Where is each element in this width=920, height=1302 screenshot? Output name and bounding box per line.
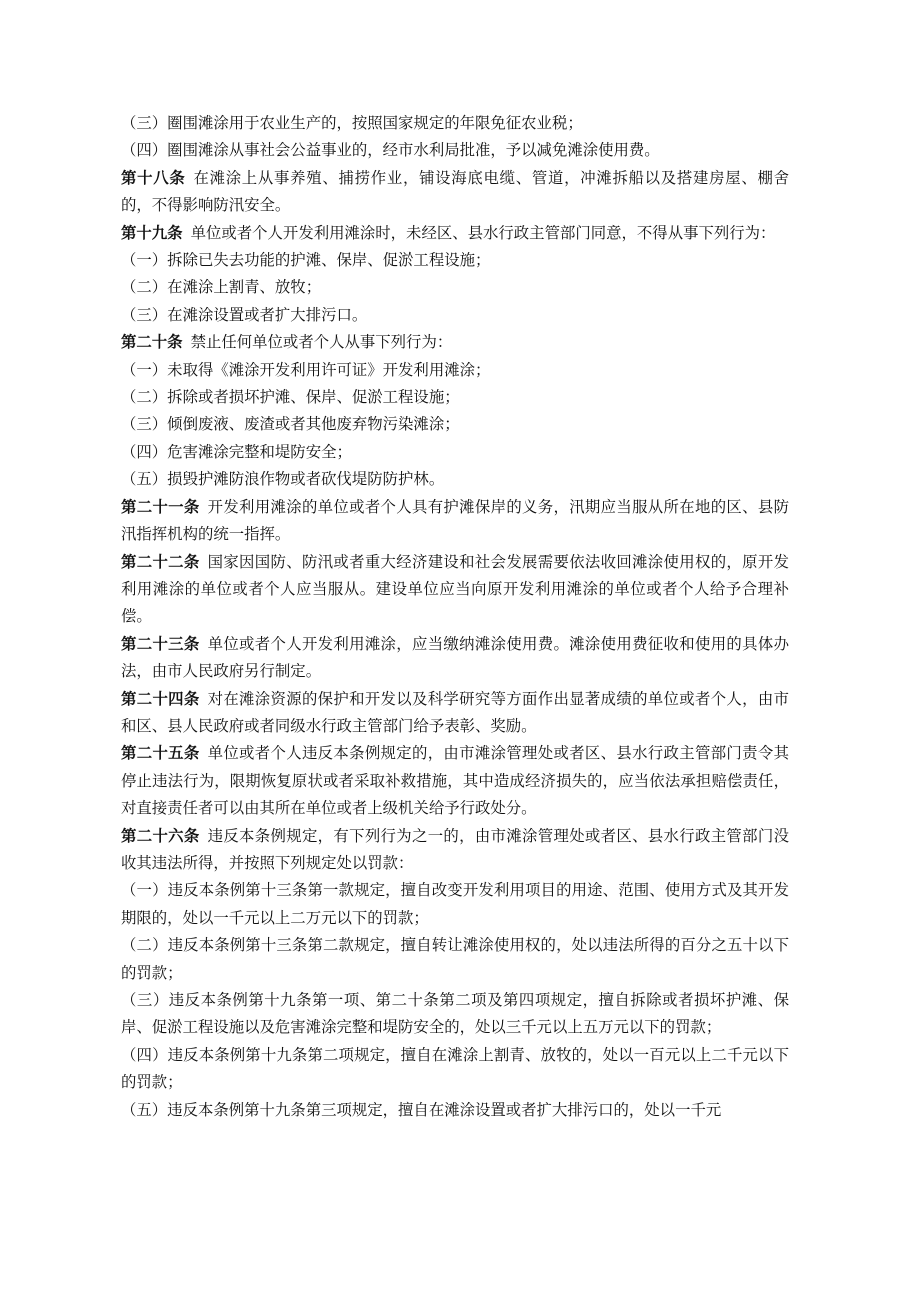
paragraph-text: （二）拆除或者损坏护滩、保岸、促淤工程设施； xyxy=(121,388,460,407)
paragraph-text: （一）未取得《滩涂开发利用许可证》开发利用滩涂； xyxy=(121,360,491,379)
paragraph xyxy=(121,466,789,493)
article-number: 第二十三条 xyxy=(121,634,200,653)
paragraph-text: （三）圈围滩涂用于农业生产的，按照国家规定的年限免征农业税； xyxy=(121,114,583,132)
paragraph-text: 国家因国防、防汛或者重大经济建设和社会发展需要依法收回滩涂使用权的，原开发利用滩涂的单位或者个人应当服从。建设单位应当向原开发利用滩涂的单位或者个人给予合理补偿。 xyxy=(121,552,789,626)
paragraph xyxy=(121,549,789,631)
paragraph xyxy=(121,494,789,549)
paragraph-text: （三）在滩涂设置或者扩大排污口。 xyxy=(121,305,368,324)
article-number: 第二十条 xyxy=(121,333,183,352)
article-number: 第十八条 xyxy=(121,168,186,187)
paragraph xyxy=(121,274,789,301)
paragraph-text: 单位或者个人开发利用滩涂，应当缴纳滩涂使用费。滩涂使用费征收和使用的具体办法，由市人民政府另行制定。 xyxy=(121,634,789,681)
paragraph xyxy=(121,220,789,247)
paragraph xyxy=(121,247,789,274)
paragraph xyxy=(121,384,789,411)
paragraph xyxy=(121,631,789,686)
paragraph-text: （三）违反本条例第十九条第一项、第二十条第二项及第四项规定，擅自拆除或者损坏护滩、保岸、促淤工程设施以及危害滩涂完整和堤防安全的，处以三千元以上五万元以下的罚款； xyxy=(121,991,789,1037)
article-number: 第十九条 xyxy=(121,223,183,242)
paragraph xyxy=(121,165,789,220)
paragraph xyxy=(121,1042,789,1097)
paragraph-text: （四）圈围滩涂从事社会公益事业的，经市水利局批准，予以减免滩涂使用费。 xyxy=(121,141,660,160)
paragraph xyxy=(121,740,789,822)
paragraph-text: 开发利用滩涂的单位或者个人具有护滩保岸的义务，汛期应当服从所在地的区、县防汛指挥机构的统一指挥。 xyxy=(121,497,789,544)
paragraph xyxy=(121,411,789,438)
paragraph-text: （四）违反本条例第十九条第二项规定，擅自在滩涂上割青、放牧的，处以一百元以上二千元以下的罚款； xyxy=(121,1045,789,1092)
article-number: 第二十二条 xyxy=(121,552,200,571)
article-number: 第二十四条 xyxy=(121,689,200,708)
paragraph xyxy=(121,1097,789,1124)
paragraph-text: 单位或者个人开发利用滩涂时，未经区、县水行政主管部门同意，不得从事下列行为： xyxy=(190,223,776,242)
article-number: 第二十一条 xyxy=(121,497,200,516)
paragraph xyxy=(121,110,789,137)
paragraph xyxy=(121,439,789,466)
paragraph xyxy=(121,932,789,987)
paragraph-text: 对在滩涂资源的保护和开发以及科学研究等方面作出显著成绩的单位或者个人，由市和区、县人民政府或者同级水行政主管部门给予表彰、奖励。 xyxy=(121,689,789,735)
document-page xyxy=(121,110,789,1124)
paragraph-text: 在滩涂上从事养殖、捕捞作业，铺设海底电缆、管道，冲滩拆船以及搭建房屋、棚舍的，不得影响防汛安全。 xyxy=(121,168,789,215)
paragraph xyxy=(121,357,789,384)
paragraph xyxy=(121,137,789,164)
paragraph xyxy=(121,877,789,932)
paragraph-text: 单位或者个人违反本条例规定的，由市滩涂管理处或者区、县水行政主管部门责令其停止违法行为，限期恢复原状或者采取补救措施，其中造成经济损失的，应当依法承担赔偿责任，对直接责任者可以由其所在单位或者上级机关给予行政处分。 xyxy=(121,744,789,818)
paragraph-text: （四）危害滩涂完整和堤防安全； xyxy=(121,442,352,461)
paragraph-text: （一）拆除已失去功能的护滩、保岸、促淤工程设施； xyxy=(121,251,491,270)
paragraph xyxy=(121,823,789,878)
article-number: 第二十六条 xyxy=(121,826,200,845)
paragraph-text: （一）违反本条例第十三条第一款规定，擅自改变开发利用项目的用途、范围、使用方式及其开发期限的，处以一千元以上二万元以下的罚款； xyxy=(121,881,789,927)
paragraph xyxy=(121,987,789,1042)
paragraph-text: 禁止任何单位或者个人从事下列行为： xyxy=(190,333,453,352)
paragraph xyxy=(121,329,789,356)
article-number: 第二十五条 xyxy=(121,744,200,763)
paragraph xyxy=(121,302,789,329)
paragraph-text: （二）在滩涂上割青、放牧； xyxy=(121,278,322,297)
paragraph-text: （五）违反本条例第十九条第三项规定，擅自在滩涂设置或者扩大排污口的，处以一千元 xyxy=(121,1100,722,1119)
paragraph-text: 违反本条例规定，有下列行为之一的，由市滩涂管理处或者区、县水行政主管部门没收其违法所得，并按照下列规定处以罚款： xyxy=(121,826,789,872)
paragraph-text: （三）倾倒废液、废渣或者其他废弃物污染滩涂； xyxy=(121,415,460,434)
paragraph-text: （五）损毁护滩防浪作物或者砍伐堤防防护林。 xyxy=(121,470,445,489)
paragraph xyxy=(121,686,789,741)
paragraph-text: （二）违反本条例第十三条第二款规定，擅自转让滩涂使用权的，处以违法所得的百分之五十以下的罚款； xyxy=(121,936,789,982)
